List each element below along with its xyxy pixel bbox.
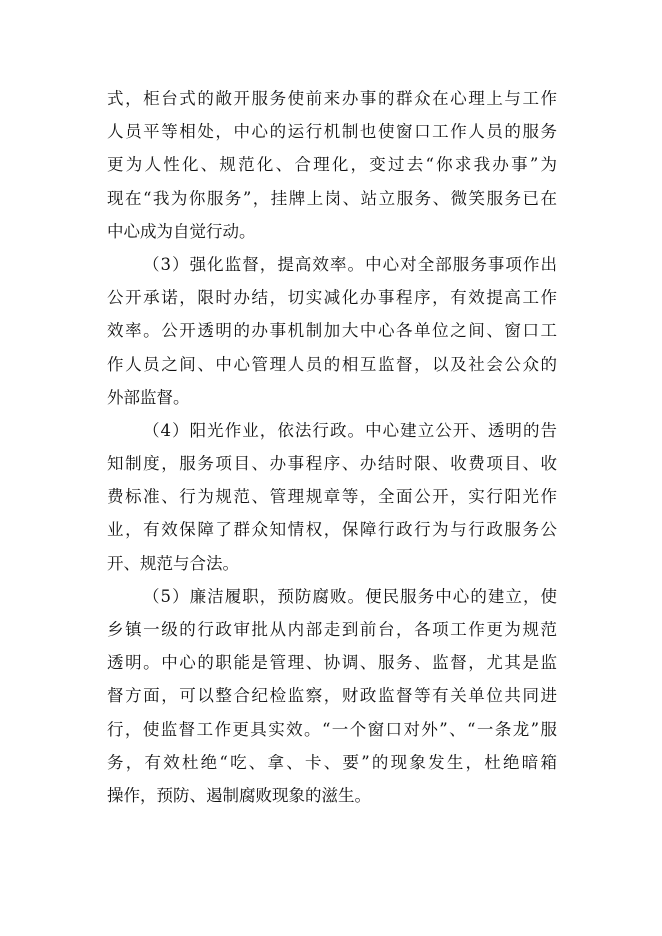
document-body: [107, 82, 557, 812]
paragraph-2-line-2: 公开承诺，限时办结，切实减化办事程序，有效提高工作: [107, 288, 557, 308]
paragraph-2-line-5: 外部监督。: [107, 387, 190, 407]
paragraph-3-line-4: 业，有效保障了群众知情权，保障行政行为与行政服务公: [107, 520, 557, 540]
paragraph-2-line-1: （3）强化监督，提高效率。中心对全部服务事项作出: [143, 254, 557, 274]
paragraph-1-line-2: 人员平等相处，中心的运行机制也使窗口工作人员的服务: [107, 122, 557, 142]
paragraph-3-line-3: 费标准、行为规范、管理规章等，全面公开，实行阳光作: [107, 487, 557, 507]
paragraph-3-line-1: （4）阳光作业，依法行政。中心建立公开、透明的告: [143, 420, 557, 440]
paragraph-4-line-6: 务，有效杜绝“吃、拿、卡、要”的现象发生，杜绝暗箱: [107, 752, 557, 772]
paragraph-1-line-5: 中心成为自觉行动。: [107, 221, 256, 241]
paragraph-2-line-3: 效率。公开透明的办事机制加大中心各单位之间、窗口工: [107, 321, 557, 341]
paragraph-3-line-5: 开、规范与合法。: [107, 553, 239, 573]
paragraph-1-line-4: 现在“我为你服务”，挂牌上岗、站立服务、微笑服务已在: [107, 188, 557, 208]
paragraph-4-line-4: 督方面，可以整合纪检监察，财政监督等有关单位共同进: [107, 686, 557, 706]
paragraph-4-line-7: 操作，预防、遏制腐败现象的滋生。: [107, 785, 371, 805]
paragraph-4-line-3: 透明。中心的职能是管理、协调、服务、监督，尤其是监: [107, 653, 557, 673]
paragraph-4-line-1: （5）廉洁履职，预防腐败。便民服务中心的建立，使: [143, 586, 557, 606]
paragraph-2-line-4: 作人员之间、中心管理人员的相互监督，以及社会公众的: [107, 354, 557, 374]
paragraph-3-line-2: 知制度，服务项目、办事程序、办结时限、收费项目、收: [107, 454, 557, 474]
paragraph-4-line-5: 行，使监督工作更具实效。“一个窗口对外”、“一条龙”服: [107, 719, 557, 739]
paragraph-1-line-1: 式，柜台式的敞开服务使前来办事的群众在心理上与工作: [107, 89, 557, 108]
paragraph-4-line-2: 乡镇一级的行政审批从内部走到前台，各项工作更为规范: [107, 620, 557, 639]
paragraph-1-line-3: 更为人性化、规范化、合理化，变过去“你求我办事”为: [107, 155, 557, 175]
